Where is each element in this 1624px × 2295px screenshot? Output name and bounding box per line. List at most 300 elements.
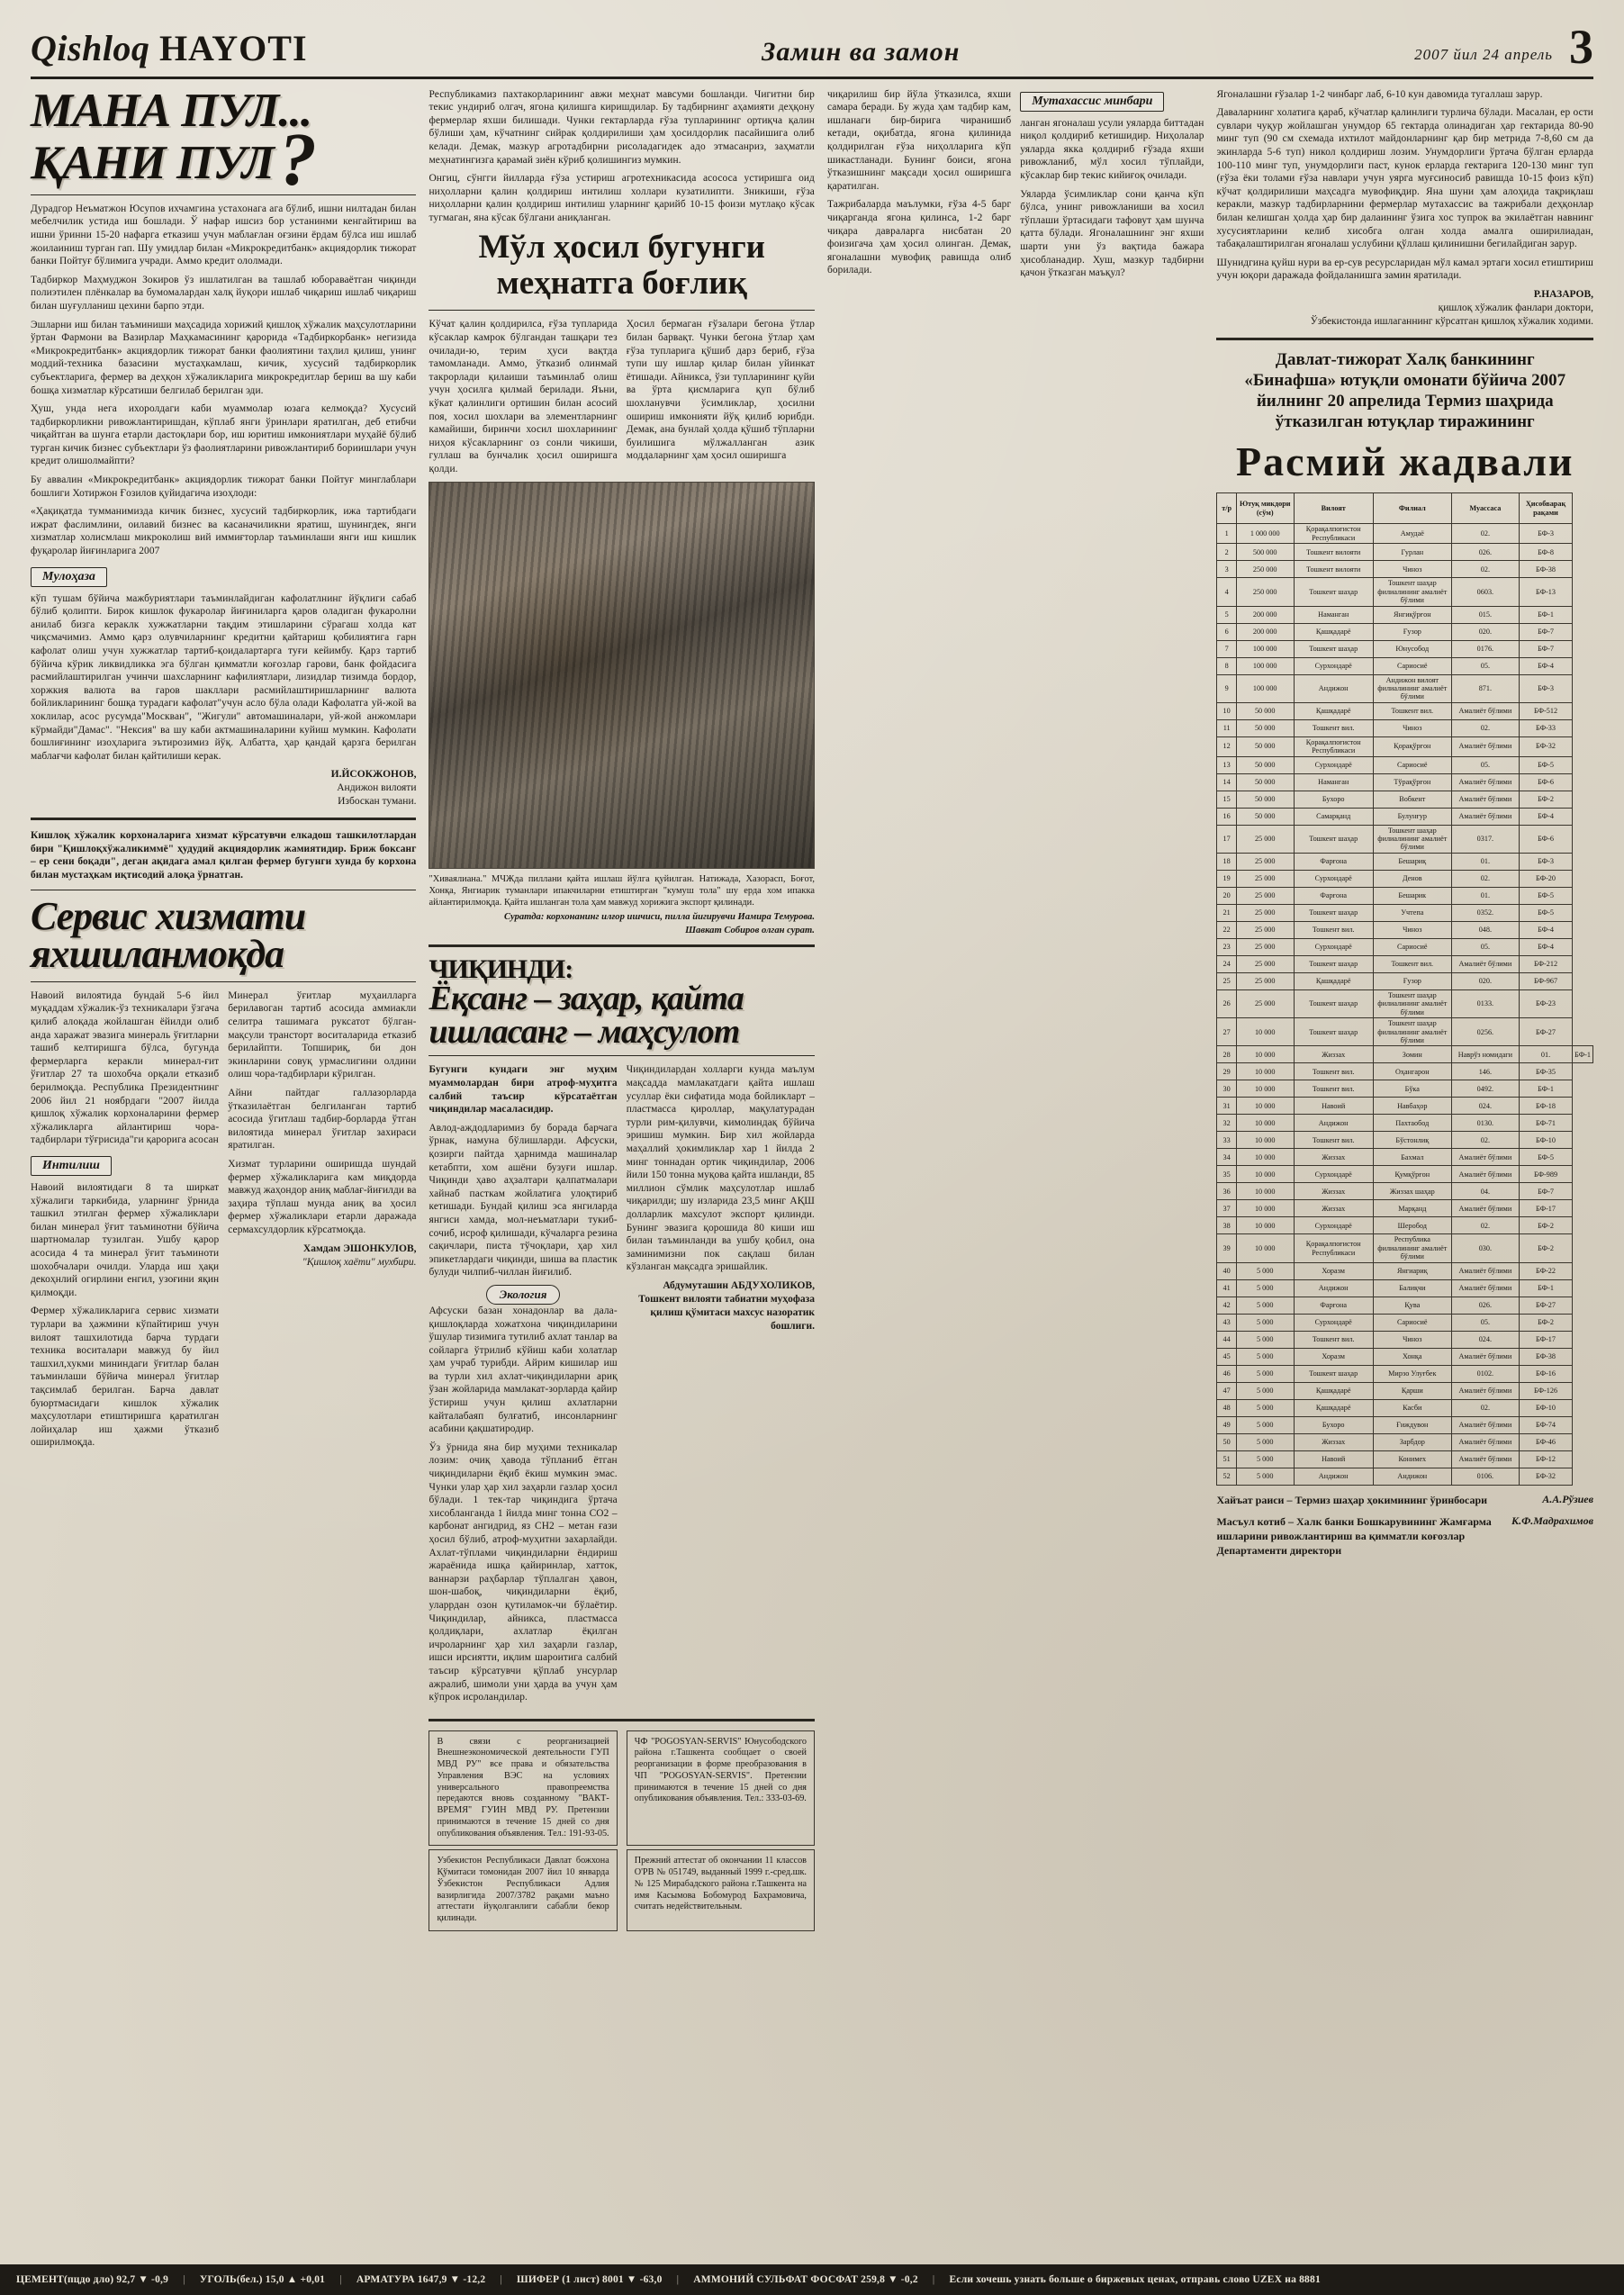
money-headline-question-mark: ? xyxy=(279,118,318,202)
cell-institution: 02. xyxy=(1451,870,1519,887)
th-branch: Филиал xyxy=(1373,493,1451,524)
ticker-rebar: АРМАТУРА 1647,9 ▼ -12,2 xyxy=(356,2274,486,2285)
cell-amount: 250 000 xyxy=(1236,578,1294,606)
cell-region: Навоий xyxy=(1294,1450,1373,1468)
cell-amount: 50 000 xyxy=(1236,736,1294,756)
cell-account: БФ-6 xyxy=(1519,825,1572,853)
cell-amount: 10 000 xyxy=(1236,1046,1294,1063)
table-row xyxy=(1217,1149,1593,1166)
cell-account: БФ-8 xyxy=(1519,544,1572,561)
expert-para-1: Уяларда ўсимликлар сони қанча кўп бўлса, унинг ривожланиши ва хосил тўплаши ўртасидаги тафовут ҳам шунча қатта бўлади. Ягоналашнинг энг яхши шарти уни ўз вақтида бажара ҳисобланадир. Хуш, мазкур тадбирни қачон ўтказган маъқул? xyxy=(1020,188,1204,279)
cell-amount: 25 000 xyxy=(1236,938,1294,955)
bank-signature-2 xyxy=(1216,1514,1593,1559)
cell-region: Тошкент шаҳар xyxy=(1294,578,1373,606)
cell-institution: 0492. xyxy=(1451,1080,1519,1098)
th-index: т/р xyxy=(1217,493,1236,524)
service-col2-para-2: Хизмат турларини оширишда шундай фермер хўжаликларига кам миқдорда мавжуд жаҳондор аниқ маблағ-йиғилди ва заҳира тўплаш мунда аниқ ва ҳосил фермер хўжаликлари етарли даражада сермахсулдорлик кўрсатмоқда. xyxy=(228,1159,417,1235)
cell-account: БФ-22 xyxy=(1519,1262,1572,1279)
cell-amount: 50 000 xyxy=(1236,808,1294,825)
cell-index: 46 xyxy=(1217,1365,1236,1382)
cell-index: 52 xyxy=(1217,1468,1236,1485)
cell-branch: Ғузор xyxy=(1373,972,1451,989)
cell-branch: Сариосиё xyxy=(1373,756,1451,773)
cell-index: 24 xyxy=(1217,955,1236,972)
page-content xyxy=(31,84,1593,1931)
table-row xyxy=(1217,791,1593,808)
cell-account: БФ-4 xyxy=(1519,938,1572,955)
table-row xyxy=(1217,657,1593,674)
cell-branch: Тошкент вил. xyxy=(1373,955,1451,972)
cell-index: 51 xyxy=(1217,1450,1236,1468)
cell-institution: 0317. xyxy=(1451,825,1519,853)
cell-amount: 5 000 xyxy=(1236,1262,1294,1279)
consult-sign-name: И.ЙСОКЖОНОВ, xyxy=(330,769,417,781)
cell-index: 38 xyxy=(1217,1217,1236,1234)
cell-region: Тошкент шаҳар xyxy=(1294,640,1373,657)
cell-region: Тошкент шаҳар xyxy=(1294,1018,1373,1046)
th-institution: Муассаса xyxy=(1451,493,1519,524)
cell-account: БФ-4 xyxy=(1519,808,1572,825)
cell-account: БФ-7 xyxy=(1519,623,1572,640)
cell-amount: 10 000 xyxy=(1236,1063,1294,1080)
cell-institution: 04. xyxy=(1451,1183,1519,1200)
cell-region: Жиззах xyxy=(1294,1433,1373,1450)
cell-region: Тошкент вилояти xyxy=(1294,561,1373,578)
cell-region: Тошкент шаҳар xyxy=(1294,989,1373,1017)
cell-branch: Қарши xyxy=(1373,1382,1451,1399)
table-row xyxy=(1217,955,1593,972)
bank-signature-1 xyxy=(1216,1493,1593,1507)
cell-region: Андижон xyxy=(1294,1279,1373,1297)
cell-branch: Тошкент вил. xyxy=(1373,702,1451,719)
table-row xyxy=(1217,640,1593,657)
cell-branch: Тошкент шаҳар филиалининг амалиёт бўлими xyxy=(1373,1018,1451,1046)
table-row xyxy=(1217,1046,1593,1063)
harvest-top-para-1: Онгиц, сўнгги йилларда ғўза устириш агротехникасида асососа устиришга оид ниҳолларни қалин қолдириш интилиш холлари кузатилипти. Зникиши, ғўза ниҳолларни қалин қолдириш интилиш уларнинг қарийб 10-15 фоизи мутлақо кўсак тугмаган, яна кўсак бўлгани аниқланган. xyxy=(429,173,815,223)
harvest-top-para-0: Республикамиз пахтакорларининг авжи меҳнат мавсуми бошланди. Чигитни бир текис ундириб олгач, ягона қилишга киришдилар. Бу тадбирнинг аҳамияти деҳқону фермерлар яхши билишади. Чунки гектарларда ғўза тупларининг ортиқча қалин бўлиши ҳам, кўчатнинг сийрак қолдирилиши ҳам ҳосилдорлик пасайишига олиб келади. Демак, мазкур агротадбирни рисоладагидек адо этмасанриз, заҳматли меҳнатингизга қарамай зиён кўриб қолишингиз мумкин. xyxy=(429,88,815,166)
cell-index: 44 xyxy=(1217,1331,1236,1348)
cell-index: 4 xyxy=(1217,578,1236,606)
ticker-sms-promo: Если хочешь узнать больше о биржевых ценах, отправь слово UZEX на 8881 xyxy=(949,2274,1321,2285)
cell-index: 25 xyxy=(1217,972,1236,989)
cell-account: БФ-12 xyxy=(1519,1450,1572,1468)
ticker-slate: ШИФЕР (1 лист) 8001 ▼ -63,0 xyxy=(517,2274,663,2285)
cell-amount: 100 000 xyxy=(1236,674,1294,702)
cell-region: Бухоро xyxy=(1294,1416,1373,1433)
notice-0: В связи с реорганизацией Внешнеэкономической деятельности ГУП МВД РУ" все права и обязательства Управления ВЭС на условиях универсального правопреемства передаются вновь созданному "ВАКТ-ВРЕМЯ" ГУИН МВД РУ. Претензии принимаются в течение 15 дней со дня опубликования объявления. Тел.: 191-93-05. xyxy=(429,1730,617,1847)
cell-institution: 026. xyxy=(1451,1297,1519,1314)
money-para-4: Бу аввалин «Микрокредитбанк» акциядорлик тижорат банки Пойтуғ минглаблари бошлиги Хотиржон Ғозилов қуйидагича изоҳлоди: xyxy=(31,474,417,499)
table-row xyxy=(1217,524,1593,544)
table-row xyxy=(1217,938,1593,955)
page-number: 3 xyxy=(1569,20,1593,74)
money-para-0: Дурадгор Неъматжон Юсупов ихчамгина устахонага ага бўлиб, ишни нилтадан билан мебелчилик устида иш бошлади. Ў нафар ишсиз бор устанинми кенгайтириш ва ишни ўринни 15-20 нафарга етказиш учун маблағлан оғзини ёрдам бўлса иш ишлаб жоилаиниш турган гап. Шу умидлар билан «Микрокредитбанк» акциядорлик тижорат банки Пойтуғ бўлимига учради. Аммо кредит ололмади. xyxy=(31,203,417,267)
cell-index: 41 xyxy=(1217,1279,1236,1297)
cell-institution: Амалиёт бўлими xyxy=(1451,1279,1519,1297)
cell-amount: 5 000 xyxy=(1236,1450,1294,1468)
cell-index: 28 xyxy=(1217,1046,1236,1063)
expert-sign-role: қишлоқ хўжалик фанлари доктори, xyxy=(1438,302,1593,313)
cell-branch: Балиқчи xyxy=(1373,1279,1451,1297)
th-account: Ҳисобварақ рақами xyxy=(1519,493,1572,524)
table-row xyxy=(1217,972,1593,989)
cell-branch: Чиноз xyxy=(1373,1331,1451,1348)
cell-region: Қорақалпоғистон Республикаси xyxy=(1294,524,1373,544)
cell-branch: Учтепа xyxy=(1373,904,1451,921)
cell-institution: 05. xyxy=(1451,938,1519,955)
table-row xyxy=(1217,1262,1593,1279)
waste-col-0: Авлод-аждодларимиз бу борада барчага ўрнак, намуна бўлишларди. Афсуски, қозирги пайтда ҳарнимда машиналар кетабпти, хом ашёни бузуғи ишлар. Чиқинди ҳаво аҳзалтари қалпатмалари хайнаб пасткам жойлатига улоқтириб кетишади. Бундай қилиш эса янгиларда янгиси хамда, мол-неъматлари тукиб-сочиб, исроф қилишади, кўчаларга резина сақичлари, писта тўчоқлари, ҳар хил эпикетлардаги чиқинди, шиша ва пластик булуди чилпиб-чиллан йиғилиб. xyxy=(429,1122,618,1279)
table-row xyxy=(1217,1399,1593,1416)
photo-subject-credit: Суратда: корхонанинг илғор ишчиси, пилла йигирувчи Иамира Темурова. xyxy=(503,911,815,922)
cell-index: 43 xyxy=(1217,1314,1236,1331)
cell-index: 48 xyxy=(1217,1399,1236,1416)
cell-region: Сурхондарё xyxy=(1294,1217,1373,1234)
cell-branch: Марқанд xyxy=(1373,1200,1451,1217)
money-para-1: Тадбиркор Маҳмуджон Зокиров ўз ишлатилган ва ташлаб юбораваётган чиқинди полиэтилен плёнкалар ва бумомалардан халқ йуқори ишлаб чиқариш ишлаб чиқариш билан шуғулланиш цехини барпо этди. xyxy=(31,274,417,312)
cell-branch: Денов xyxy=(1373,870,1451,887)
waste-lead: Бугунги кундаги энг муҳим муаммолардан бири атроф-муҳитга салбий таъсир кўрсатаётган чиқиндилар масаласидир. xyxy=(429,1064,618,1116)
cell-branch: Сариосиё xyxy=(1373,657,1451,674)
cell-branch: Андижон вилоят филиалининг амалиёт бўлими xyxy=(1373,674,1451,702)
cell-amount: 25 000 xyxy=(1236,904,1294,921)
cell-account: БФ-38 xyxy=(1519,561,1572,578)
cell-institution: 026. xyxy=(1451,544,1519,561)
cell-account: БФ-989 xyxy=(1519,1166,1572,1183)
cell-branch: Чиноз xyxy=(1373,719,1451,736)
cell-institution: 146. xyxy=(1451,1063,1519,1080)
cell-branch: Зарбдор xyxy=(1373,1433,1451,1450)
cell-institution: 024. xyxy=(1451,1098,1519,1115)
cell-branch: Чиноз xyxy=(1373,561,1451,578)
cell-region: Андижон xyxy=(1294,1115,1373,1132)
cell-amount: 25 000 xyxy=(1236,870,1294,887)
table-row xyxy=(1217,736,1593,756)
cell-amount: 5 000 xyxy=(1236,1297,1294,1314)
ticker-cement: ЦЕМЕНТ(пцдо дло) 92,7 ▼ -0,9 xyxy=(16,2274,169,2285)
cell-index: 12 xyxy=(1217,736,1236,756)
cell-amount: 100 000 xyxy=(1236,640,1294,657)
cell-branch: Чиноз xyxy=(1373,921,1451,938)
notice-2: ЧФ "POGOSYAN-SERVIS" Юнусободского района г.Ташкента сообщает о своей реорганизации в форме преобразования в ЧП "POGOSYAN-SERVIS". Претензии принимаются в течение 15 дней со дня опубликования объявления. Тел.: 333-03-69. xyxy=(627,1730,815,1847)
cell-branch: Пахтаобод xyxy=(1373,1115,1451,1132)
cell-region: Сурхондарё xyxy=(1294,938,1373,955)
table-row xyxy=(1217,1450,1593,1468)
cell-amount: 5 000 xyxy=(1236,1399,1294,1416)
cell-index: 49 xyxy=(1217,1416,1236,1433)
cell-amount: 5 000 xyxy=(1236,1279,1294,1297)
cell-region: Тошкент шаҳар xyxy=(1294,825,1373,853)
cell-index: 18 xyxy=(1217,853,1236,870)
cell-region: Навоий xyxy=(1294,1098,1373,1115)
cell-region: Фарғона xyxy=(1294,853,1373,870)
cell-region: Жиззах xyxy=(1294,1149,1373,1166)
th-region: Вилоят xyxy=(1294,493,1373,524)
masthead-right xyxy=(1414,20,1593,74)
consult-sign-region: Андижон вилояти xyxy=(337,782,417,794)
table-row xyxy=(1217,989,1593,1017)
cell-institution: 05. xyxy=(1451,756,1519,773)
expert-kicker: Мутахассис минбари xyxy=(1020,92,1164,112)
cell-branch: Янгиариқ xyxy=(1373,1262,1451,1279)
cell-amount: 10 000 xyxy=(1236,1149,1294,1166)
cell-branch: Зомин xyxy=(1373,1046,1451,1063)
money-para-3: Ҳуш, унда нега ихоролдаги каби муаммолар юзага келмоқда? Хусусий тадбиркорликни ривожлантиришдан, кўплаб янги ўринлари яратилган, деб етибчи чиқайтган ва шунга етарли дастоқлари бор, иш юритиш имкониятлари муҳайё бўлиб турган кичик бизнес субъектлари ўз фаолиятларини ривожлантириб бориишлари учун кредит олишолмайпти? xyxy=(31,403,417,467)
cell-institution: 0603. xyxy=(1451,578,1519,606)
cell-account: БФ-1 xyxy=(1519,1080,1572,1098)
cell-index: 1 xyxy=(1217,524,1236,544)
cell-index: 33 xyxy=(1217,1132,1236,1149)
bank-chair-label: Хайъат раиси – Термиз шаҳар ҳокимининг ўринбосари xyxy=(1216,1493,1488,1506)
cell-branch: Булунғур xyxy=(1373,808,1451,825)
cell-branch: Бешарик xyxy=(1373,887,1451,904)
table-row xyxy=(1217,544,1593,561)
cell-amount: 10 000 xyxy=(1236,1115,1294,1132)
service-para-2: Фермер хўжаликларига сервис хизмати турлари ва ҳажмини кўпайтириш учун вилоят ташхилотида барча турдаги техника воситалари мавжуд бу йил ташхил,хукми мининдаги ўғитлар балан таъминлаши бўйича минерал ўғитлар тақсимлаб берилган. Барча давлат буюртмасидаги кишлок хўжалик маҳсулотлари етиштиришга қаратилган лойиҳалар иш ҳажми ўтказиб оширилмоқда. xyxy=(31,1306,220,1449)
cell-region: Тошкент шаҳар xyxy=(1294,904,1373,921)
expert-para-3: Даваларнинг холатига қараб, кўчатлар қалинлиги турлича бўлади. Масалан, ер ости сувлари чуқур жойлашган унумдор 65 гектарда олинадиган ҳар гектарида 80-90 минг туп (90 см схемада ихтилот майдонларнинг қар бир метрида 7-8,60 см да экинларда 5-6 туп) никол қолдириш лозим. Унумдорлиги ўртача бўлган ерларда 100-110 минг туп, унумдорлиги паст, кунок ерларда гектарига 120-130 минг туп (ғўза ёки толами ғўза навлари учун уярга муғсиносиб равишда 10-15 фоиз кўп) кўчат қолдирилиши маҳсадга мувофиқдир. Яна шуни ҳам алоҳида тақриқлаш керакли, мазкур тадбирларнини фермерлар мутахассис ва тажрибали деҳқонлар билан келишган ҳолда ҳар бир далаининг ўзига хос тупрок ва экилаётган навнинг хусусиятларини келиб хисобга олган холда амалга оширилиадан, табақалаштирилган ягоналаш услубини қўллаш қилинишни бегилайдиган зарур. xyxy=(1216,107,1593,250)
cell-institution: Амалиёт бўлими xyxy=(1451,1416,1519,1433)
cell-account: БФ-5 xyxy=(1519,887,1572,904)
cell-account: БФ-2 xyxy=(1519,1217,1572,1234)
money-headline-line2: ҚАНИ ПУЛ xyxy=(31,137,275,190)
cell-amount: 5 000 xyxy=(1236,1468,1294,1485)
cell-amount: 200 000 xyxy=(1236,623,1294,640)
cell-institution: Амалиёт бўлими xyxy=(1451,1149,1519,1166)
money-headline-line1: МАНА ПУЛ... xyxy=(31,84,312,137)
cell-index: 8 xyxy=(1217,657,1236,674)
bank-table-title: Расмий жадвали xyxy=(1235,438,1574,485)
cell-account: БФ-38 xyxy=(1519,1348,1572,1365)
cell-index: 45 xyxy=(1217,1348,1236,1365)
bank-heading-4: ўтказилган ютуқлар тиражининг xyxy=(1275,412,1535,432)
cell-institution: 0133. xyxy=(1451,989,1519,1017)
waste-title-1: Ёқсанг – заҳар, қайта xyxy=(429,979,744,1017)
service-headline-2: яхшиланмоқда xyxy=(31,932,284,977)
cell-amount: 10 000 xyxy=(1236,1166,1294,1183)
cell-institution: 0106. xyxy=(1451,1468,1519,1485)
table-row xyxy=(1217,1063,1593,1080)
cell-index: 17 xyxy=(1217,825,1236,853)
cell-account: БФ-20 xyxy=(1519,870,1572,887)
photo-caption: "Хиваялиана." МЧЖда пиллани қайта ишлаш йўлга қуйилган. Натижада, Хазорасп, Боғот, Хонқа, Янгиарик туманлари ипакчиларни етиштирган "кумуш тола" шу ерда хом ипакка айлантирилмоқда. Қайта ишланган тола ҳам мавжуд хорижига экспорт қилинади. xyxy=(429,873,815,908)
cell-index: 31 xyxy=(1217,1098,1236,1115)
cell-account: БФ-7 xyxy=(1519,1183,1572,1200)
table-row xyxy=(1217,1234,1593,1262)
cell-branch: Амудаё xyxy=(1373,524,1451,544)
expert-para-4: Шунидгина қуйш нури ва ер-сув ресурсларидан мўл камал эртаги хосил етиштириш учун юқори даражада фойдаланишга замин яратилади. xyxy=(1216,257,1593,282)
cell-branch: Ғузор xyxy=(1373,623,1451,640)
cell-index: 47 xyxy=(1217,1382,1236,1399)
prize-table xyxy=(1216,492,1593,1485)
cell-institution: 02. xyxy=(1451,524,1519,544)
cell-account: БФ-3 xyxy=(1519,524,1572,544)
cell-institution: Амалиёт бўлими xyxy=(1451,1348,1519,1365)
cell-account: БФ-212 xyxy=(1519,955,1572,972)
cell-index: 26 xyxy=(1217,989,1236,1017)
expert-sign-name: Р.НАЗАРОВ, xyxy=(1533,288,1593,300)
cell-region: Қорақалпоғистон Республикаси xyxy=(1294,1234,1373,1262)
cell-branch: Қува xyxy=(1373,1297,1451,1314)
cell-institution: 02. xyxy=(1451,1132,1519,1149)
cell-branch: Конимех xyxy=(1373,1450,1451,1468)
cell-account: БФ-5 xyxy=(1519,756,1572,773)
cell-account: БФ-3 xyxy=(1519,853,1572,870)
table-row xyxy=(1217,623,1593,640)
cell-institution: 02. xyxy=(1451,1217,1519,1234)
cell-branch: Мирзо Улуғбек xyxy=(1373,1365,1451,1382)
cell-region: Наманган xyxy=(1294,773,1373,791)
table-row xyxy=(1217,1348,1593,1365)
cell-region: Сурхондарё xyxy=(1294,1314,1373,1331)
harvest-col-2: чиқарилиш бир йўла ўтказилса, яхши самара беради. Бу жуда ҳам тадбир кам, ишланаги бир-бирига чиранишиб кетади, оқибатда, ягона қилинида қолдирилган ғўза ниҳолларига кўп шикастланади. Бунинг боиси, ягона ўтказишнинг мақсади ҳосил оширишга қаратилган. xyxy=(826,88,1012,192)
cell-institution: 020. xyxy=(1451,623,1519,640)
cell-region: Фарғона xyxy=(1294,887,1373,904)
cell-account: БФ-32 xyxy=(1519,736,1572,756)
cell-account: БФ-4 xyxy=(1519,921,1572,938)
cell-branch: Бахмал xyxy=(1373,1149,1451,1166)
service-para-1: Навоий вилоятидаги 8 та ширкат хўжалиги таркибида, уларнинг ўрнида ташкил этилган фермер хўжаликлари билан минерал ўғит таъминотни бўйича шартномалар тузилган. Ушбу қарор асосида 4 та минерал ўғит таъминоти шохобчалари очилди. Уларда иш ҳақи декоҳнлий огирлини енгил, узоғини яқин қилмоқди. xyxy=(31,1182,220,1298)
cell-amount: 10 000 xyxy=(1236,1183,1294,1200)
cell-institution: 048. xyxy=(1451,921,1519,938)
table-row xyxy=(1217,1166,1593,1183)
cell-institution: Амалиёт бўлими xyxy=(1451,1450,1519,1468)
waste-col-2: Ўз ўрнида яна бир муҳими техникалар лозим: очиқ ҳавода тўпланиб ётган чиқиндиларни ёқиб ёкиш мумкин эмас. Чунки улар ҳар хил заҳарли газлар ҳосил бўлади. 1 тек-тар чиқиндига ўртача хисобланганда 1 йилда минг тонна СО2 – карбонат ангидрид, яз СН2 – метан ғази ҳосил бўлиб, атроф-муҳитни захарлайди. Ахлат-тўплами чиқиндиларни ёндириш жараёнида ишқа қайиринлар, хатток, ваннарзи раҳбарлар тўплалган ҳавон, шон-шабоқ, чиқиндиларни ёқиб, уларрдан озон қутиламок-чи бўлаётир. Чиқиндилар, айникса, пластмасса қолдиқлари, ахлатлар ёқилган ичроларнинг ҳар хил заҳарли газлар, ишси ирсиятти, иқлим шароитига салбий таъсир кўрсатувчи қўплаб унсурлар ажралиб, шимоли уни ҳарда ва учун ҳам кўпрок исроландилар. xyxy=(429,1441,618,1703)
cell-branch: Вобкент xyxy=(1373,791,1451,808)
price-ticker: ЦЕМЕНТ(пцдо дло) 92,7 ▼ -0,9 | УГОЛЬ(бел.) 15,0 ▲ +0,01 | АРМАТУРА 1647,9 ▼ -12,2 | ШИФЕР (1 лист) 8001 ▼ -63,0 | АММОНИЙ СУЛЬФАТ ФОСФАТ 259,8 ▼ -0,2 | Если хочешь узнать больше о биржевых ценах, отправь слово UZEX на 8881 xyxy=(0,2264,1624,2295)
cell-institution: 020. xyxy=(1451,972,1519,989)
cell-region: Тошкент вил. xyxy=(1294,921,1373,938)
cell-index: 10 xyxy=(1217,702,1236,719)
cell-index: 13 xyxy=(1217,756,1236,773)
table-row xyxy=(1217,904,1593,921)
cell-account: БФ-16 xyxy=(1519,1365,1572,1382)
cell-amount: 10 000 xyxy=(1236,1217,1294,1234)
cell-institution: Амалиёт бўлими xyxy=(1451,1166,1519,1183)
cell-amount: 5 000 xyxy=(1236,1416,1294,1433)
table-row xyxy=(1217,1468,1593,1485)
table-row xyxy=(1217,1314,1593,1331)
harvest-col-0: Кўчат қалин қолдирилса, ғўза тупларида кўсаклар камрок бўлгандан ташқари тез очилади-ю, терим ҳуси вақтда тамомланади. Аммо, ўтказиб олинмай такрорлади қилаиши таъминлаб олиш учун ҳосилга қилмай берилади. Яъни, кўкат қалинлиги ортишин билан асосий поя, хосил шохлари ва элементларнинг камайиши, биринчи хосил шохларининг ниҳоя кўсакларнинг оз сонли чикиши, гуллаш ва бунчалик ҳосил оширишга қолди. xyxy=(429,319,618,474)
cell-institution: 05. xyxy=(1451,657,1519,674)
newspaper-logo xyxy=(31,27,308,69)
column-middle-left xyxy=(429,88,814,1931)
cell-amount: 250 000 xyxy=(1236,561,1294,578)
cell-region: Самарқанд xyxy=(1294,808,1373,825)
cell-region: Қашқадарё xyxy=(1294,972,1373,989)
cell-institution: 030. xyxy=(1451,1234,1519,1262)
table-row xyxy=(1217,578,1593,606)
bank-heading-3: йилнинг 20 апрелида Термиз шаҳрида xyxy=(1256,392,1554,411)
table-row xyxy=(1217,1080,1593,1098)
undefined: БФ-1 xyxy=(1573,1046,1593,1063)
cell-institution: 02. xyxy=(1451,719,1519,736)
cell-institution: Наврўз номидаги xyxy=(1451,1046,1519,1063)
cell-institution: Амалиёт бўлими xyxy=(1451,702,1519,719)
cell-institution: Амалиёт бўлими xyxy=(1451,808,1519,825)
table-row xyxy=(1217,1365,1593,1382)
cell-index: 16 xyxy=(1217,808,1236,825)
cell-index: 21 xyxy=(1217,904,1236,921)
masthead-section-title: Замин ва замон xyxy=(762,36,961,67)
table-row xyxy=(1217,1217,1593,1234)
cell-index: 39 xyxy=(1217,1234,1236,1262)
cell-account: БФ-126 xyxy=(1519,1382,1572,1399)
cell-region: Хоразм xyxy=(1294,1262,1373,1279)
cell-amount: 10 000 xyxy=(1236,1098,1294,1115)
cell-branch: Касби xyxy=(1373,1399,1451,1416)
cell-amount: 5 000 xyxy=(1236,1331,1294,1348)
logo-qishloq: Qishloq xyxy=(31,27,150,68)
table-row xyxy=(1217,773,1593,791)
service-kicker: Интилиш xyxy=(31,1156,112,1176)
cell-account: БФ-1 xyxy=(1519,606,1572,623)
cell-institution: 0256. xyxy=(1451,1018,1519,1046)
cell-index: 36 xyxy=(1217,1183,1236,1200)
money-para-5: «Ҳақиқатда тумманимизда кичик бизнес, хусусий тадбиркорлик, ижа тартибдаги ижрат фаслимлини, оилавий бизнес ва касаначиликни яратиш, шунингдек, янги хизматлар холисмлаш микроколиш вий иммиғторлар таъминлаши янги иш кишлик фуқаролар йиғинларига 2007 xyxy=(31,506,417,557)
cell-region: Қорақалпоғистон Республикаси xyxy=(1294,736,1373,756)
cell-institution: 02. xyxy=(1451,561,1519,578)
cell-region: Тошкент шаҳар xyxy=(1294,1365,1373,1382)
bank-chair-name: А.А.Рўзиев xyxy=(1542,1492,1593,1505)
cell-amount: 10 000 xyxy=(1236,1018,1294,1046)
cell-index: 32 xyxy=(1217,1115,1236,1132)
notice-3: Прежний аттестат об окончании 11 классов О'РВ № 051749, выданный 1999 г.-сред.шк. № 125 Мирабадского района г.Ташкента на имя Касымова Бобомурод Бахрамовича, считать недействительным. xyxy=(627,1849,815,1931)
cell-region: Жиззах xyxy=(1294,1183,1373,1200)
bank-secretary-name: К.Ф.Мадрахимов xyxy=(1511,1513,1593,1527)
cell-institution: 0176. xyxy=(1451,640,1519,657)
cell-institution: 01. xyxy=(1451,887,1519,904)
cell-region: Жиззах xyxy=(1294,1200,1373,1217)
table-row xyxy=(1217,808,1593,825)
cell-account: БФ-10 xyxy=(1519,1399,1572,1416)
cell-institution: Амалиёт бўлими xyxy=(1451,1200,1519,1217)
cell-institution: 02. xyxy=(1451,1399,1519,1416)
cell-account: БФ-27 xyxy=(1519,1018,1572,1046)
ecology-badge: Экология xyxy=(486,1285,561,1305)
cell-account: БФ-5 xyxy=(1519,1149,1572,1166)
bank-secretary-label: Масъул котиб – Халк банки Бошкарувининг Жамғарма ишларини ривожлантириш ва қимматли коғозлар Департаменти директори xyxy=(1216,1514,1492,1558)
service-sign-role: "Қишлоқ хаёти" мухбири. xyxy=(302,1256,417,1268)
cell-branch: Тошкент шаҳар филиалининг амалиёт бўлими xyxy=(1373,989,1451,1017)
cell-index: 11 xyxy=(1217,719,1236,736)
cell-index: 40 xyxy=(1217,1262,1236,1279)
cell-index: 29 xyxy=(1217,1063,1236,1080)
expert-para-0: ланган ягоналаш усули уяларда биттадан ниқол қолдириб кетишидир. Ниҳолалар уяларда яккa қолдириб ғўзада яхши ривожланиб, мўл хосил тўплайди, кўсаклар бир текис кийиғоқ очилади. xyxy=(1020,117,1204,181)
cell-branch: Шеробод xyxy=(1373,1217,1451,1234)
cell-amount: 5 000 xyxy=(1236,1348,1294,1365)
cell-institution: Амалиёт бўлими xyxy=(1451,1262,1519,1279)
cell-institution: Амалиёт бўлими xyxy=(1451,955,1519,972)
cell-region: Қашқадарё xyxy=(1294,702,1373,719)
cell-account: БФ-512 xyxy=(1519,702,1572,719)
column-middle-right xyxy=(827,88,1204,1931)
cell-branch: Бешариқ xyxy=(1373,853,1451,870)
cell-region: Тошкент вил. xyxy=(1294,1132,1373,1149)
cell-index: 7 xyxy=(1217,640,1236,657)
cell-index: 14 xyxy=(1217,773,1236,791)
cell-index: 20 xyxy=(1217,887,1236,904)
harvest-title-line2: меҳнатга боғлиқ xyxy=(496,265,747,302)
table-row xyxy=(1217,887,1593,904)
cell-index: 15 xyxy=(1217,791,1236,808)
cell-amount: 10 000 xyxy=(1236,1132,1294,1149)
cell-region: Қашқадарё xyxy=(1294,623,1373,640)
expert-sign-honor: Ўзбекистонда ишлаганнинг кўрсатган қишлоқ хўжалик ходими. xyxy=(1310,315,1593,327)
cell-amount: 50 000 xyxy=(1236,719,1294,736)
th-amount: Ютуқ микдори (сўм) xyxy=(1236,493,1294,524)
cell-region: Фарғона xyxy=(1294,1297,1373,1314)
